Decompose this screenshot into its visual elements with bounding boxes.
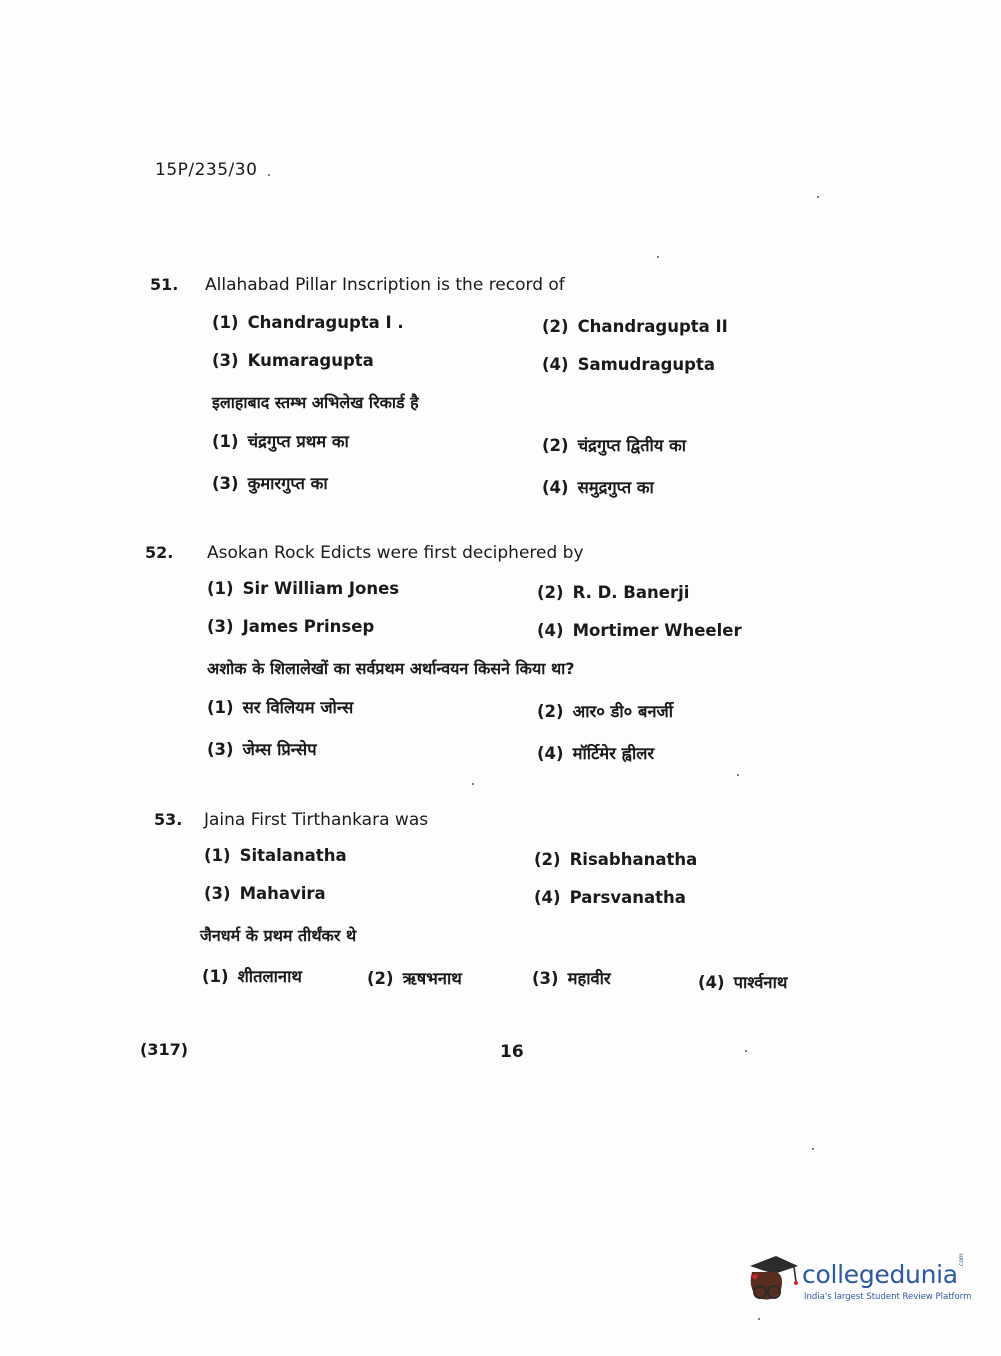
scan-speck	[812, 1148, 814, 1150]
scan-speck	[472, 783, 474, 785]
footer-code: (317)	[140, 1040, 189, 1059]
option: (1) Sitalanatha	[204, 846, 347, 865]
page-number: 16	[500, 1042, 524, 1062]
question-head	[145, 543, 765, 573]
hindi-option: (4) समुद्रगुप्त का	[542, 478, 654, 497]
option: (4) Samudragupta	[542, 355, 716, 374]
question-53	[142, 810, 822, 1002]
hindi-option: (4) मॉर्टिमेर ह्वीलर	[537, 744, 655, 763]
scan-speck	[657, 256, 659, 258]
brand-dotcom: .com	[958, 1253, 965, 1268]
question-text: Jaina First Tirthankara was	[204, 810, 429, 830]
question-52	[145, 543, 765, 775]
option: (3) Kumaragupta	[212, 351, 374, 370]
option: (4) Parsvanatha	[534, 888, 686, 907]
option: (2) R. D. Banerji	[537, 583, 690, 602]
option-row	[145, 617, 765, 655]
option: (3) Mahavira	[204, 884, 326, 903]
hindi-option: (2) चंद्रगुप्त द्वितीय का	[542, 436, 687, 455]
hindi-option-row	[150, 429, 770, 467]
hindi-option-row	[142, 964, 822, 1002]
option-row	[150, 313, 770, 351]
option: (1) Sir William Jones	[207, 579, 400, 598]
option: (3) James Prinsep	[207, 617, 375, 636]
graduate-mascot-icon	[742, 1252, 800, 1310]
question-text: Asokan Rock Edicts were first deciphered by	[207, 543, 584, 563]
hindi-option: (4) पार्श्वनाथ	[698, 973, 788, 992]
hindi-question-text: जैनधर्म के प्रथम तीर्थंकर थे	[200, 926, 357, 945]
hindi-option: (1) शीतलानाथ	[202, 967, 302, 986]
hindi-question-text: अशोक के शिलालेखों का सर्वप्रथम अर्थान्वयन किसने किया था?	[207, 659, 575, 678]
brand-name: collegedunia	[802, 1260, 958, 1289]
hindi-option: (2) ऋषभनाथ	[367, 969, 462, 988]
brand-tagline: India's largest Student Review Platform	[804, 1292, 972, 1302]
scan-speck	[817, 196, 819, 198]
hindi-option-row	[150, 471, 770, 509]
option: (1) Chandragupta I .	[212, 313, 404, 332]
question-51	[150, 275, 770, 509]
hindi-option: (1) सर विलियम जोन्स	[207, 698, 354, 717]
hindi-option-row	[145, 695, 765, 733]
scan-speck	[268, 174, 270, 176]
paper-code: 15P/235/30	[155, 160, 258, 180]
option-row	[142, 884, 822, 922]
hindi-question-text: इलाहाबाद स्तम्भ अभिलेख रिकार्ड है	[212, 393, 419, 412]
scan-speck	[745, 1050, 747, 1052]
question-number: 52.	[145, 543, 174, 562]
question-head	[142, 810, 822, 840]
question-number: 51.	[150, 275, 179, 294]
option: (2) Risabhanatha	[534, 850, 698, 869]
option: (4) Mortimer Wheeler	[537, 621, 742, 640]
hindi-option-row	[145, 737, 765, 775]
collegedunia-watermark	[742, 1252, 972, 1312]
hindi-option: (2) आर० डी० बनर्जी	[537, 702, 674, 721]
hindi-option: (3) कुमारगुप्त का	[212, 474, 328, 493]
option: (2) Chandragupta II	[542, 317, 728, 336]
option-row	[145, 579, 765, 617]
option-row	[150, 351, 770, 389]
question-head	[150, 275, 770, 305]
hindi-option: (1) चंद्रगुप्त प्रथम का	[212, 432, 349, 451]
option-row	[142, 846, 822, 884]
question-number: 53.	[154, 810, 183, 829]
hindi-option: (3) महावीर	[532, 969, 611, 988]
hindi-option: (3) जेम्स प्रिन्सेप	[207, 740, 317, 759]
scan-speck	[737, 774, 739, 776]
question-text: Allahabad Pillar Inscription is the record of	[205, 275, 565, 295]
scan-speck	[758, 1318, 760, 1320]
